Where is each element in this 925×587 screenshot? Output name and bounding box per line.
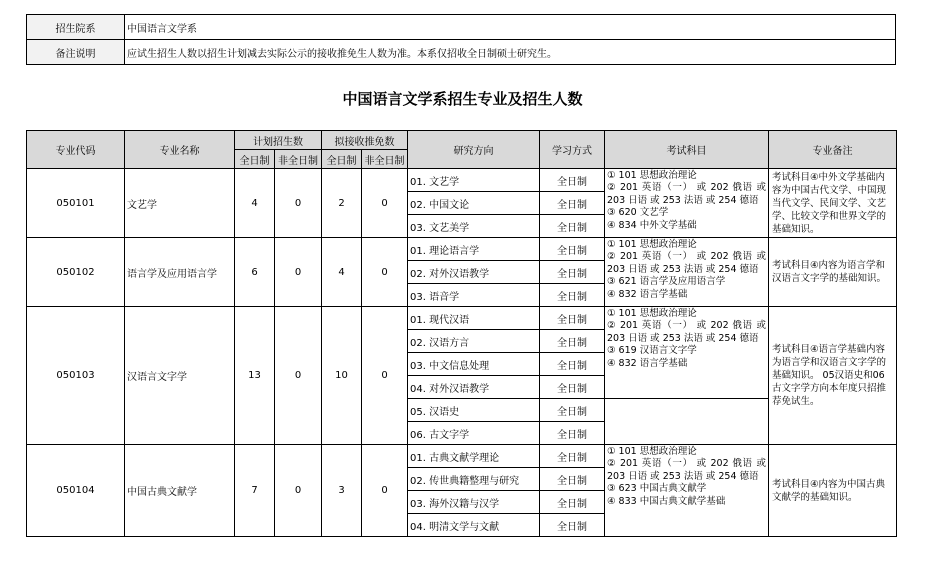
- plan-parttime: 0: [275, 307, 322, 445]
- header-plan-parttime: 非全日制: [275, 150, 322, 169]
- recommend-parttime: 0: [362, 307, 408, 445]
- study-mode: 全日制: [540, 192, 605, 215]
- direction-label: 02. 传世典籍整理与研究: [408, 468, 540, 491]
- direction-label: 03. 中文信息处理: [408, 353, 540, 376]
- header-mode: 学习方式: [540, 131, 605, 169]
- study-mode: 全日制: [540, 399, 605, 422]
- exam-subject-item: ④ 834 中外文学基础: [607, 219, 697, 231]
- program-name: 文艺学: [125, 169, 235, 238]
- recommend-parttime: 0: [362, 445, 408, 537]
- direction-label: 03. 海外汉籍与汉学: [408, 491, 540, 514]
- programs-table: [26, 130, 897, 537]
- study-mode: 全日制: [540, 284, 605, 307]
- program-code: 050102: [27, 238, 125, 307]
- program-code: 050101: [27, 169, 125, 238]
- study-mode: 全日制: [540, 468, 605, 491]
- exam-subjects: [605, 307, 769, 399]
- exam-subject-item: ① 101 思想政治理论: [607, 170, 697, 181]
- exam-subject-item: ④ 832 语言学基础: [607, 357, 688, 369]
- plan-fulltime: 7: [235, 445, 275, 537]
- direction-label: 05. 汉语史: [408, 399, 540, 422]
- header-recommend: 拟接收推免数: [322, 131, 408, 150]
- table-row: [27, 238, 897, 261]
- program-remark: 考试科目④语言学基础内容为语言学和汉语言文字学的基础知识。 05汉语史和06古文字学方向本年度只招推荐免试生。: [769, 307, 897, 445]
- direction-label: 02. 汉语方言: [408, 330, 540, 353]
- recommend-parttime: 0: [362, 238, 408, 307]
- study-mode: 全日制: [540, 353, 605, 376]
- direction-label: 03. 文艺美学: [408, 215, 540, 238]
- exam-subject-item: ① 101 思想政治理论: [607, 308, 697, 319]
- recommend-fulltime: 3: [322, 445, 362, 537]
- recommend-fulltime: 10: [322, 307, 362, 445]
- header-name: 专业名称: [125, 131, 235, 169]
- header-plan-fulltime: 全日制: [235, 150, 275, 169]
- exam-subject-item: ③ 619 汉语言文字学: [607, 345, 697, 357]
- programs-body: [27, 169, 897, 537]
- exam-subjects-empty: [605, 399, 769, 445]
- direction-label: 02. 对外汉语教学: [408, 261, 540, 284]
- study-mode: 全日制: [540, 307, 605, 330]
- direction-label: 01. 文艺学: [408, 169, 540, 192]
- direction-label: 02. 中国文论: [408, 192, 540, 215]
- study-mode: 全日制: [540, 491, 605, 514]
- plan-parttime: 0: [275, 238, 322, 307]
- recommend-fulltime: 2: [322, 169, 362, 238]
- header-row-1: [27, 131, 897, 150]
- plan-parttime: 0: [275, 169, 322, 238]
- exam-subject-item: ② 201 英语（一） 或 202 俄语 或 203 日语 或 253 法语 或 254 德语: [607, 182, 766, 206]
- header-remark: 专业备注: [769, 131, 897, 169]
- study-mode: 全日制: [540, 215, 605, 238]
- study-mode: 全日制: [540, 376, 605, 399]
- direction-label: 04. 对外汉语教学: [408, 376, 540, 399]
- study-mode: 全日制: [540, 169, 605, 192]
- plan-fulltime: 4: [235, 169, 275, 238]
- program-name: 汉语言文字学: [125, 307, 235, 445]
- study-mode: 全日制: [540, 422, 605, 445]
- exam-subjects: [605, 238, 769, 307]
- direction-label: 01. 古典文献学理论: [408, 445, 540, 468]
- direction-label: 01. 现代汉语: [408, 307, 540, 330]
- study-mode: 全日制: [540, 330, 605, 353]
- exam-subjects: [605, 445, 769, 537]
- plan-fulltime: 6: [235, 238, 275, 307]
- study-mode: 全日制: [540, 445, 605, 468]
- header-plan: 计划招生数: [235, 131, 322, 150]
- program-code: 050104: [27, 445, 125, 537]
- info-row-department: [27, 15, 896, 40]
- program-remark: 考试科目④内容为中国古典文献学的基础知识。: [769, 445, 897, 537]
- recommend-parttime: 0: [362, 169, 408, 238]
- direction-label: 03. 语音学: [408, 284, 540, 307]
- exam-subject-item: ③ 620 文艺学: [607, 207, 669, 219]
- table-row: [27, 445, 897, 468]
- program-name: 中国古典文献学: [125, 445, 235, 537]
- table-row: [27, 169, 897, 192]
- header-rec-parttime: 非全日制: [362, 150, 408, 169]
- header-code: 专业代码: [27, 131, 125, 169]
- study-mode: 全日制: [540, 261, 605, 284]
- plan-fulltime: 13: [235, 307, 275, 445]
- direction-label: 01. 理论语言学: [408, 238, 540, 261]
- program-code: 050103: [27, 307, 125, 445]
- header-rec-fulltime: 全日制: [322, 150, 362, 169]
- table-row: [27, 307, 897, 330]
- study-mode: 全日制: [540, 238, 605, 261]
- recommend-fulltime: 4: [322, 238, 362, 307]
- direction-label: 06. 古文字学: [408, 422, 540, 445]
- department-info-table: [26, 14, 896, 65]
- header-exam: 考试科目: [605, 131, 769, 169]
- program-name: 语言学及应用语言学: [125, 238, 235, 307]
- exam-subject-item: ④ 832 语言学基础: [607, 288, 688, 300]
- notes-value: 应试生招生人数以招生计划减去实际公示的接收推免生人数为准。本系仅招收全日制硕士研究生。: [125, 40, 896, 65]
- program-remark: 考试科目④内容为语言学和汉语言文字学的基础知识。: [769, 238, 897, 307]
- study-mode: 全日制: [540, 514, 605, 537]
- exam-subject-item: ④ 833 中国古典文献学基础: [607, 495, 726, 507]
- notes-label: 备注说明: [27, 40, 125, 65]
- program-remark: 考试科目④中外文学基础内容为中国古代文学、中国现当代文学、民间文学、文艺学、比较文学和世界文学的基础知识。: [769, 169, 897, 238]
- department-value: 中国语言文学系: [125, 15, 896, 40]
- info-row-notes: [27, 40, 896, 65]
- exam-subject-item: ② 201 英语（一） 或 202 俄语 或 203 日语 或 253 法语 或 254 德语: [607, 458, 766, 482]
- exam-subject-item: ③ 623 中国古典文献学: [607, 483, 707, 495]
- plan-parttime: 0: [275, 445, 322, 537]
- direction-label: 04. 明清文学与文献: [408, 514, 540, 537]
- exam-subjects: [605, 169, 769, 238]
- exam-subject-item: ③ 621 语言学及应用语言学: [607, 276, 726, 288]
- header-direction: 研究方向: [408, 131, 540, 169]
- exam-subject-item: ① 101 思想政治理论: [607, 239, 697, 250]
- exam-subject-item: ② 201 英语（一） 或 202 俄语 或 203 日语 或 253 法语 或 254 德语: [607, 320, 766, 344]
- page-title: 中国语言文学系招生专业及招生人数: [342, 90, 583, 108]
- exam-subject-item: ① 101 思想政治理论: [607, 446, 697, 457]
- department-label: 招生院系: [27, 15, 125, 40]
- exam-subject-item: ② 201 英语（一） 或 202 俄语 或 203 日语 或 253 法语 或 254 德语: [607, 251, 766, 275]
